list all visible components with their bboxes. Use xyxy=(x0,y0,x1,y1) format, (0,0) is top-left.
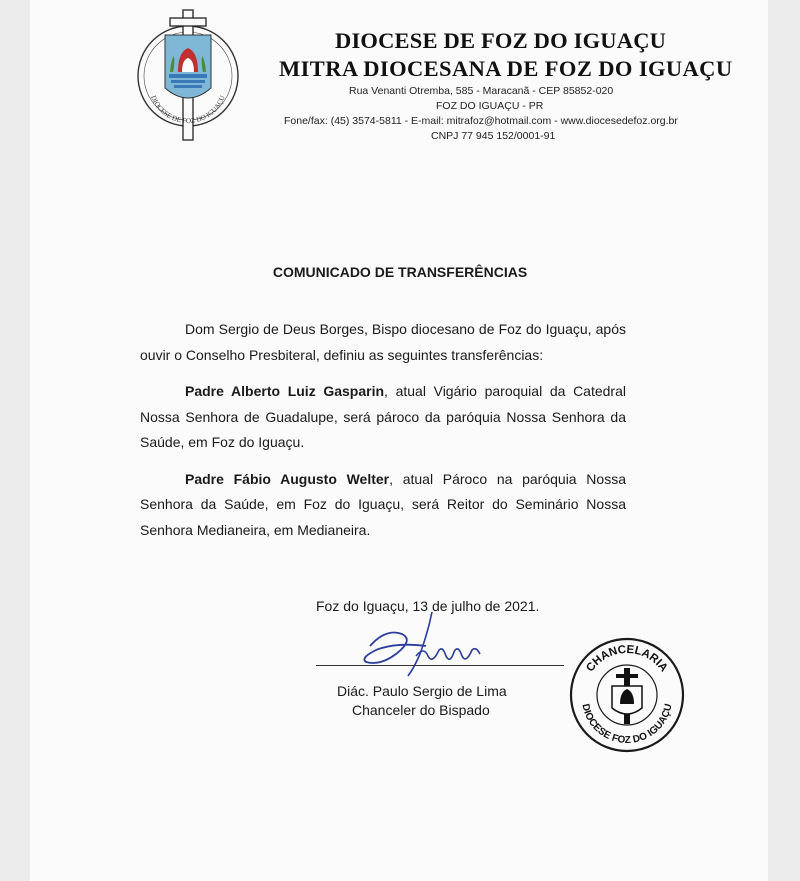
transfer-text: , atual Pároco na paróquia Nossa Senhora da Saúde, em Foz do Iguaçu, será Reitor do Seminário Nossa Senhora Medianeira, em Medianeira. xyxy=(140,470,626,538)
transfer-paragraph xyxy=(140,467,626,544)
stamp-top-text: CHANCELARIA xyxy=(584,643,670,675)
address-city: FOZ DO IGUAÇU - PR xyxy=(436,100,544,112)
stamp-bottom-text: DIOCESE FOZ DO IGUAÇU xyxy=(579,702,675,747)
priest-name: Padre Alberto Luiz Gasparin xyxy=(185,383,385,399)
contact-info: Fone/fax: (45) 3574-5811 - E-mail: mitrafoz@hotmail.com - www.diocesedefoz.org.br xyxy=(284,115,678,127)
priest-name: Padre Fábio Augusto Welter xyxy=(185,470,390,487)
mitra-title: MITRA DIOCESANA DE FOZ DO IGUAÇU xyxy=(279,56,733,81)
place-date: Foz do Iguaçu, 13 de julho de 2021. xyxy=(316,598,540,614)
transfer-text: , atual Vigário paroquial da Catedral Nossa Senhora de Guadalupe, será pároco da paróquia Nossa Senhora da Saúde, em Foz do Iguaçu. xyxy=(140,383,626,450)
signature-line xyxy=(316,665,564,666)
transfer-paragraph xyxy=(140,379,626,456)
handwritten-signature xyxy=(356,612,496,678)
signer-role: Chanceler do Bispado xyxy=(352,702,490,718)
address-street: Rua Venanti Otremba, 585 - Maracanã - CEP 85852-020 xyxy=(349,85,614,97)
diocese-logo xyxy=(133,8,243,142)
document-heading: COMUNICADO DE TRANSFERÊNCIAS xyxy=(272,264,528,280)
logo-caption: DIOCESE DE FOZ DO IGUAÇU xyxy=(149,94,227,126)
signer-name: Diác. Paulo Sergio de Lima xyxy=(337,683,507,699)
cnpj-number: CNPJ 77 945 152/0001-91 xyxy=(431,130,556,142)
document-body xyxy=(140,317,626,554)
intro-paragraph: Dom Sergio de Deus Borges, Bispo diocesano de Foz do Iguaçu, após ouvir o Conselho Presbiteral, definiu as seguintes transferências: xyxy=(140,321,626,363)
diocese-title: DIOCESE DE FOZ DO IGUAÇU xyxy=(335,28,667,53)
chancellery-stamp xyxy=(568,636,686,754)
